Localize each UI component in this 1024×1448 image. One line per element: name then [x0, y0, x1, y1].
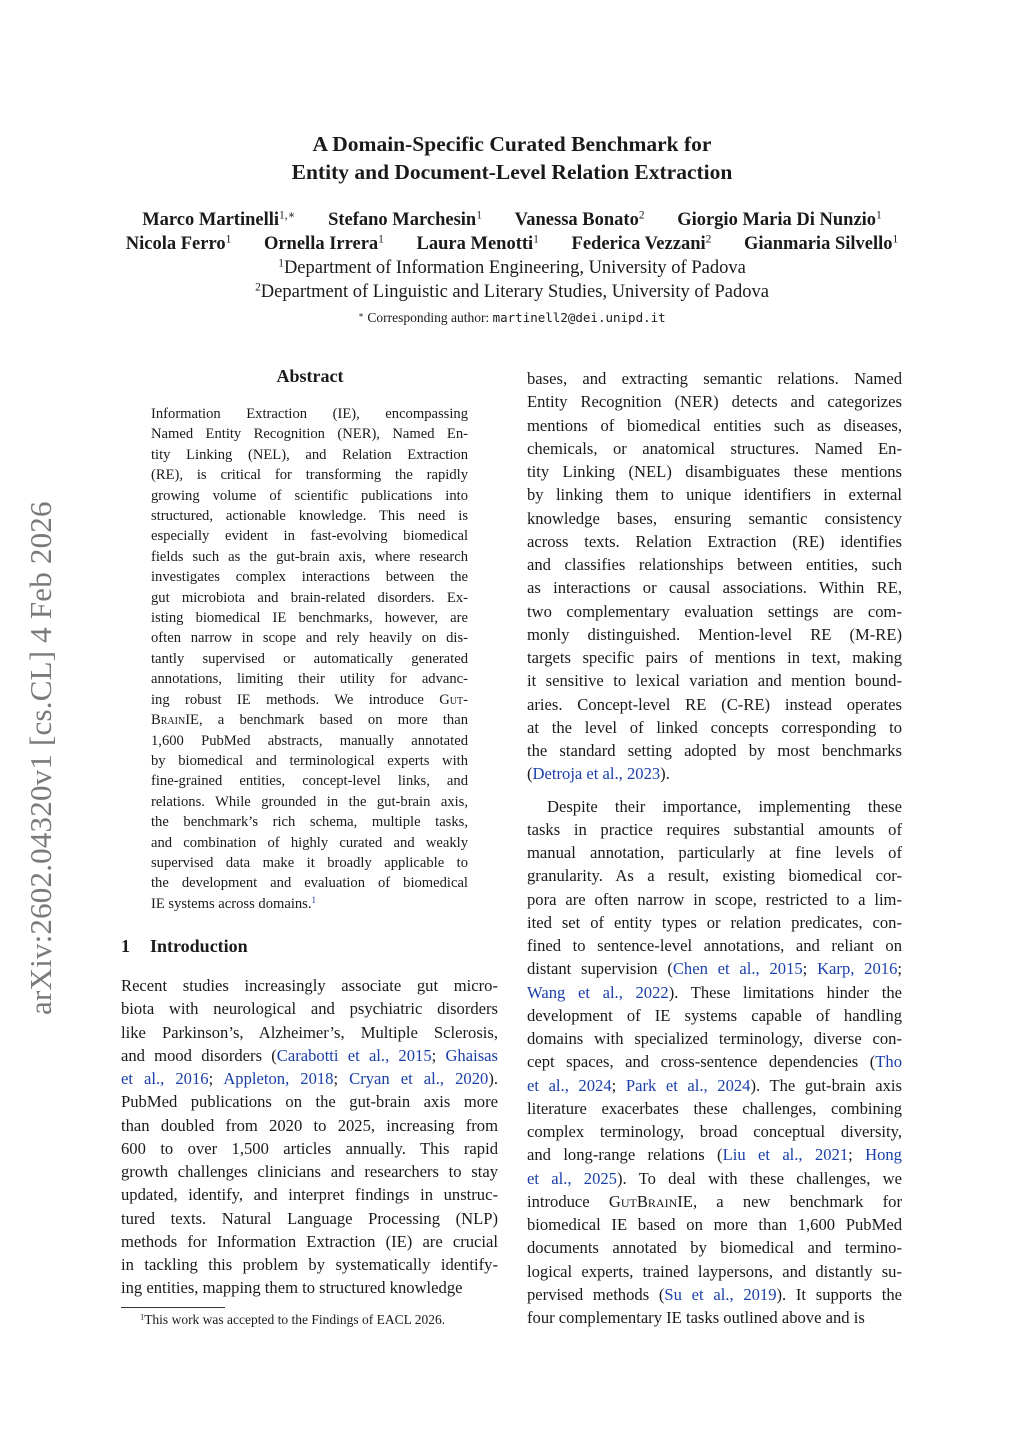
text-line: at the level of linked concepts corresponding to	[527, 717, 902, 737]
text-line: fined to sentence-level annotations, and reliant on	[527, 936, 902, 955]
text-line: aries. Concept-level RE (C-RE) instead operates	[527, 694, 902, 714]
text-line: bases, and extracting semantic relations. Named	[527, 369, 902, 388]
author: Ornella Irrera$^1$	[263, 233, 384, 254]
text-line: Information Extraction (IE), encompassing	[151, 406, 468, 422]
text-line: et al., 2025). To deal with these challenges, we	[527, 1168, 902, 1188]
text-line: introduce GutBrainIE, a new benchmark for	[527, 1191, 902, 1211]
text-line: logical experts, trained laypersons, and distantly su-	[527, 1261, 902, 1281]
text-line: Wang et al., 2022). These limitations hinder the	[527, 982, 902, 1002]
text-line: IE systems across domains.$^1$	[151, 894, 317, 912]
text-line: cept spaces, and cross-sentence dependencies (Tho	[527, 1052, 902, 1072]
author: Marco Martinelli$^{1,∗}$	[142, 209, 296, 230]
text-line: the standard setting adopted by most benchmarks	[527, 741, 902, 760]
author: Laura Menotti$^1$	[416, 233, 539, 254]
text-line: PubMed publications on the gut-brain axis more	[121, 1092, 498, 1112]
text-line: structured, actionable knowledge. This need is	[151, 508, 468, 525]
citation-link[interactable]: Hong	[865, 1145, 902, 1165]
text-line: tantly supervised or automatically generated	[151, 650, 468, 667]
citation-link[interactable]: et al., 2024	[527, 1075, 612, 1095]
text-line: like Parkinson’s, Alzheimer’s, Multiple Sclerosis,	[121, 1022, 498, 1042]
text-line: investigates complex interactions between the	[151, 569, 468, 586]
text-line: and combination of highly curated and weakly	[151, 834, 468, 851]
text-line: relations. While grounded in the gut-brain axis,	[151, 793, 468, 810]
citation-link[interactable]: Cryan et al., 2020	[349, 1069, 489, 1088]
text-line: fine-grained entities, concept-level links, and	[151, 773, 468, 790]
citation-link[interactable]: et al., 2016	[121, 1069, 209, 1088]
intro-left-column	[121, 974, 498, 1300]
citation-link[interactable]: Appleton, 2018	[223, 1069, 334, 1088]
text-line: tity Linking (NEL), and Relation Extraction	[151, 446, 468, 463]
text-line: it sensitive to lexical variation and mention bound-	[527, 671, 902, 691]
text-line: and mood disorders (Carabotti et al., 2015; Ghaisas	[121, 1045, 498, 1065]
footnote-marker[interactable]: 1	[311, 894, 317, 905]
author: Gianmaria Silvello$^1$	[743, 233, 899, 254]
citation-link[interactable]: Park et al., 2024	[625, 1075, 751, 1095]
text-line: the development and evaluation of biomedical	[151, 875, 468, 892]
text-line: biota with neurological and psychiatric disorders	[121, 999, 498, 1019]
text-line: chemicals, or anatomical structures. Named En-	[527, 438, 902, 458]
text-line: BrainIE, a benchmark based on more than	[151, 712, 468, 729]
citation-link[interactable]: Detroja et al., 2023	[532, 764, 661, 784]
text-line: often narrow in scope and rely heavily on dis-	[151, 630, 468, 647]
text-line: literature exacerbates these challenges, combining	[527, 1098, 902, 1118]
text-line: and long-range relations (Liu et al., 2021; Hong	[527, 1145, 902, 1165]
text-line: mentions of biomedical entities such as diseases,	[527, 415, 902, 435]
text-line: tity Linking (NEL) disambiguates these mentions	[527, 462, 902, 481]
text-line: annotations, limiting their utility for advanc-	[151, 671, 468, 688]
paper-title-line-1: A Domain-Specific Curated Benchmark for	[312, 132, 712, 156]
text-line: by biomedical and terminological experts with	[151, 752, 468, 769]
text-line: as interactions or causal associations. Within RE,	[527, 578, 902, 598]
text-line: domains with specialized terminology, diverse con-	[527, 1029, 902, 1048]
citation-link[interactable]: et al., 2025	[527, 1168, 617, 1188]
email-link[interactable]: martinell2@dei.unipd.it	[492, 310, 666, 325]
footnote: $^1$This work was accepted to the Findings of EACL 2026.	[140, 1312, 446, 1327]
author: Stefano Marchesin$^1$	[328, 209, 482, 230]
abstract-heading: Abstract	[276, 366, 344, 386]
text-line: documents annotated by biomedical and termino-	[527, 1238, 902, 1258]
text-line: ing robust IE methods. We introduce Gut-	[151, 691, 468, 708]
author: Giorgio Maria Di Nunzio$^1$	[677, 209, 882, 230]
text-line: complex terminology, broad conceptual diversity,	[527, 1122, 902, 1141]
author: Vanessa Bonato$^2$	[514, 209, 645, 230]
author-row-1	[0, 208, 1024, 232]
arxiv-identifier: arXiv:2602.04320v1 [cs.CL] 4 Feb 2026	[23, 501, 58, 1015]
text-line: Entity Recognition (NER) detects and categorizes	[527, 392, 902, 412]
text-line: growing volume of scientific publications into	[151, 487, 468, 504]
text-line: development of IE systems capable of handling	[527, 1005, 902, 1025]
citation-link[interactable]: Wang et al., 2022	[527, 982, 669, 1002]
text-line: and classifies relationships between entities, such	[527, 555, 902, 574]
text-line: gut microbiota and brain-related disorders. Ex-	[151, 589, 468, 606]
text-line: tasks in practice requires substantial amounts of	[527, 819, 902, 839]
affiliation: $^1$Department of Information Engineering, University of Padova	[278, 257, 746, 278]
text-line: in tackling this problem by systematically identify-	[121, 1255, 498, 1274]
text-line: two complementary evaluation settings are com-	[527, 601, 902, 621]
citation-link[interactable]: Carabotti et al., 2015	[276, 1045, 432, 1065]
text-line: supervised data make it broadly applicable to	[151, 854, 468, 871]
text-line: et al., 2016; Appleton, 2018; Cryan et al., 2020).	[121, 1069, 499, 1088]
text-line: granularity. As a result, existing biomedical cor-	[527, 866, 902, 886]
author: Federica Vezzani$^2$	[571, 233, 712, 254]
paragraph	[527, 795, 902, 1330]
right-column	[527, 367, 902, 1329]
text-line: monly distinguished. Mention-level RE (M-RE)	[527, 624, 902, 644]
text-line: than doubled from 2020 to 2025, increasing from	[121, 1115, 498, 1135]
text-line: pora are often narrow in scope, restricted to a lim-	[527, 889, 902, 909]
text-line: growth challenges clinicians and researchers to stay	[121, 1162, 498, 1181]
text-line: manual annotation, particularly at fine levels of	[527, 843, 902, 862]
paper-title-line-2: Entity and Document-Level Relation Extraction	[291, 160, 733, 184]
section-heading: 1 Introduction	[121, 936, 248, 956]
affiliation: $^2$Department of Linguistic and Literary Studies, University of Padova	[255, 281, 769, 302]
text-line: Named Entity Recognition (NER), Named En-	[151, 426, 468, 443]
text-line: (Detroja et al., 2023).	[527, 764, 670, 784]
text-line: Despite their importance, implementing these	[547, 796, 902, 816]
text-line: distant supervision (Chen et al., 2015; Karp, 2016;	[527, 959, 902, 979]
text-line: fields such as the gut-brain axis, where research	[151, 548, 468, 565]
citation-link[interactable]: Tho	[875, 1052, 902, 1072]
text-line: biomedical IE based on more than 1,600 PubMed	[527, 1215, 902, 1234]
footnote-rule	[121, 1307, 225, 1308]
text-line: ited set of entity types or relation predicates, con-	[527, 912, 902, 932]
text-line: four complementary IE tasks outlined above and is	[527, 1308, 865, 1327]
text-line: knowledge bases, ensuring semantic consistency	[527, 508, 902, 528]
citation-link[interactable]: Su et al., 2019	[664, 1284, 777, 1304]
text-line: Recent studies increasingly associate gut micro-	[121, 976, 498, 995]
paragraph	[527, 367, 902, 786]
corresponding-author: ∗ Corresponding author: martinell2@dei.unipd.it	[358, 310, 666, 325]
text-line: by linking them to unique identifiers in external	[527, 485, 902, 505]
text-line: methods for Information Extraction (IE) are crucial	[121, 1231, 498, 1251]
text-line: targets specific pairs of mentions in text, making	[527, 648, 902, 667]
text-line: especially evident in fast-evolving biomedical	[151, 528, 468, 545]
author-row-2	[0, 232, 1024, 256]
text-line: ing entities, mapping them to structured knowledge	[121, 1278, 463, 1298]
text-line: tured texts. Natural Language Processing (NLP)	[121, 1208, 498, 1228]
text-line: updated, identify, and interpret findings in unstruc-	[121, 1185, 498, 1205]
text-line: the benchmark’s rich schema, multiple tasks,	[151, 814, 468, 831]
text-line: isting biomedical IE benchmarks, however, are	[151, 610, 468, 627]
abstract-body	[151, 404, 468, 914]
text-line: 600 to over 1,500 articles annually. This rapid	[121, 1138, 498, 1158]
text-line: across texts. Relation Extraction (RE) identifies	[527, 531, 902, 551]
text-line: pervised methods (Su et al., 2019). It supports the	[527, 1284, 902, 1304]
text-line: 1,600 PubMed abstracts, manually annotated	[151, 732, 468, 749]
text-line: et al., 2024; Park et al., 2024). The gut-brain axis	[527, 1075, 902, 1095]
text-line: (RE), is critical for transforming the rapidly	[151, 467, 468, 484]
citation-link[interactable]: Karp, 2016	[817, 959, 898, 979]
citation-link[interactable]: Ghaisas	[445, 1045, 498, 1065]
citation-link[interactable]: Liu et al., 2021	[722, 1145, 849, 1165]
citation-link[interactable]: Chen et al., 2015	[672, 959, 803, 979]
author: Nicola Ferro$^1$	[125, 233, 232, 254]
